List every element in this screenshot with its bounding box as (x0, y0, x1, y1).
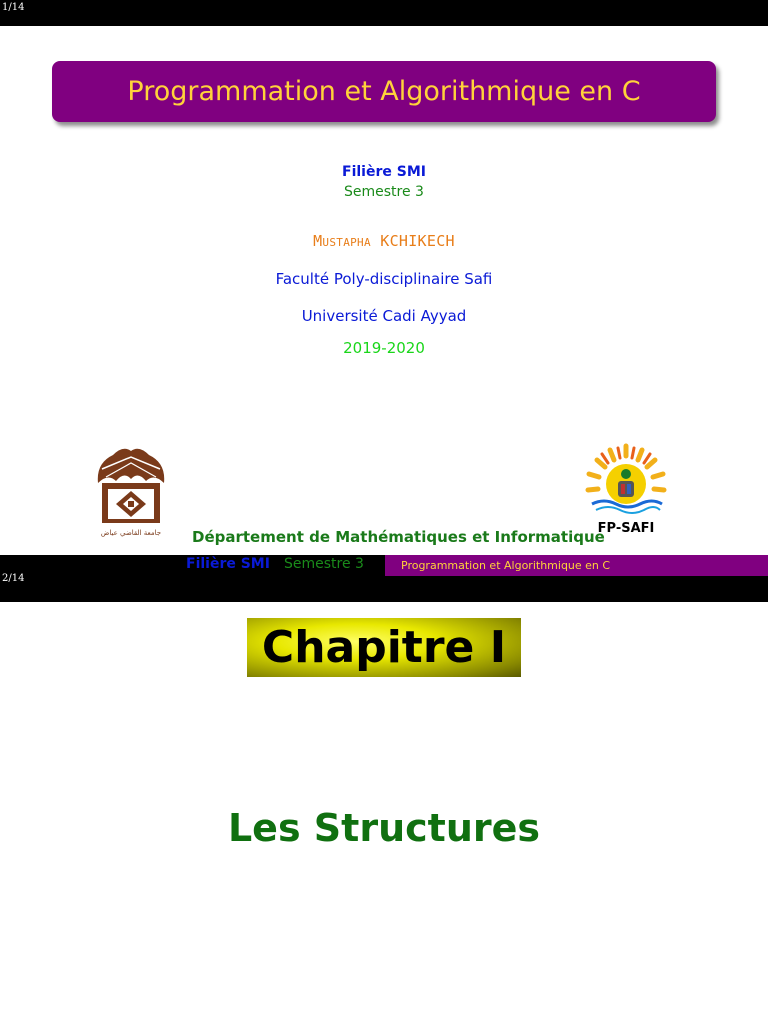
slide1-title: Programmation et Algorithmique en C (127, 76, 641, 107)
footer-title: Programmation et Algorithmique en C (385, 555, 768, 576)
slide2-heading: Les Structures (227, 806, 541, 850)
slide1-top-bar (0, 0, 768, 26)
footer-filiere: Filière SMI (186, 556, 270, 572)
department-name: Département de Mathématiques et Informatique (192, 528, 605, 546)
author-name (0, 232, 768, 250)
slide1-page-number: 1/14 (2, 2, 25, 13)
slide2-top-bar (0, 576, 768, 602)
university-logo (88, 443, 174, 539)
faculty-name: Faculté Poly-disciplinaire Safi (275, 270, 493, 288)
footer-semestre: Semestre 3 (284, 556, 364, 572)
slide1-footer (0, 555, 768, 576)
slide1-title-box (52, 61, 716, 122)
chapter-title: Chapitre I (261, 622, 507, 673)
university-logo-caption: جامعة القاضي عياض (100, 529, 162, 537)
academic-years: 2019-2020 (343, 339, 425, 357)
filiere-label: Filière SMI (342, 164, 426, 180)
author-first-name: Mustapha (313, 232, 371, 250)
chapter-box (247, 618, 521, 677)
author-last-name: KCHIKECH (380, 232, 455, 250)
semestre-label: Semestre 3 (344, 184, 424, 200)
slide2-page-number: 2/14 (2, 573, 25, 584)
university-name: Université Cadi Ayyad (301, 307, 467, 325)
fp-safi-logo (580, 438, 672, 538)
fp-safi-caption: FP-SAFI (597, 521, 655, 536)
